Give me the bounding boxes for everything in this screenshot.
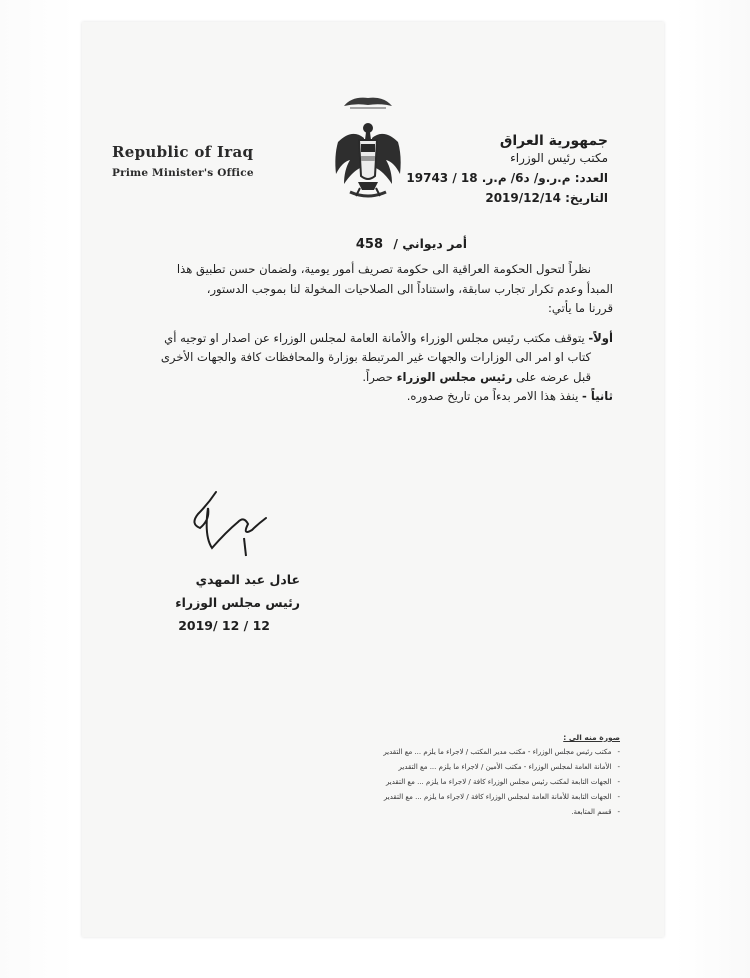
list-item: -الأمانة العامة لمجلس الوزراء - مكتب الأمين / لاجراء ما يلزم ... مع التقدير [398, 763, 620, 771]
preamble-line-1: نظراً لتحول الحكومة العراقية الى حكومة تصريف أمور يومية، ولضمان حسن تطبيق هذا [176, 262, 591, 276]
clause-1-line-3 [133, 368, 613, 388]
copies-list [320, 730, 620, 820]
list-item: -مكتب رئيس مجلس الوزراء - مكتب مدير المكتب / لاجراء ما يلزم ... مع التقدير [383, 748, 620, 756]
order-title-label: أمر ديواني / [393, 236, 467, 251]
clause-1-label: أولاً- [588, 330, 613, 345]
clause-1-line-3-prefix: قبل عرضه على [516, 369, 591, 384]
clause-1-text: يتوقف مكتب رئيس مجلس الوزراء والأمانة العامة لمجلس الوزراء عن اصدار او توجيه أي [164, 330, 585, 345]
reference-label: العدد: [574, 171, 608, 185]
copies-heading: صورة منه الى : [563, 733, 620, 742]
resolution-intro: قررنا ما يأتي: [548, 301, 613, 315]
reference-number [408, 171, 608, 185]
arabic-letterhead [408, 133, 608, 205]
document-date [408, 191, 608, 205]
order-number: 458 [355, 237, 383, 252]
clause-1-line-3-suffix: حصراً. [362, 369, 393, 384]
date-value: 2019/12/14 [485, 191, 561, 205]
date-label: التاريخ: [565, 191, 608, 205]
reference-value: م.ر.و/ د6/ م.ر. 18 / 19743 [406, 171, 571, 185]
letterhead-office-ar: مكتب رئيس الوزراء [510, 151, 608, 165]
letterhead-office-en: Prime Minister's Office [112, 167, 254, 179]
signatory-name: عادل عبد المهدي [195, 572, 300, 587]
preamble-line-2: المبدأ وعدم تكرار تجارب سابقة، واستناداً الى الصلاحيات المخولة لنا بموجب الدستور، [206, 281, 613, 296]
letterhead-country-ar: جمهورية العراق [499, 133, 608, 149]
list-item: -قسم المتابعة. [571, 808, 620, 816]
clause-2 [133, 387, 613, 407]
english-letterhead [112, 143, 254, 179]
signatory-date: 2019/ 12 / 12 [178, 618, 270, 633]
signatory-block [150, 572, 300, 633]
clause-1-line-1 [133, 329, 613, 349]
clause-1-line-3-bold: رئيس مجلس الوزراء [396, 369, 513, 384]
handwritten-signature [186, 484, 272, 558]
iraq-eagle-emblem-icon [330, 92, 406, 210]
order-body [133, 260, 613, 407]
clause-1-line-2: كتاب او امر الى الوزارات والجهات غير المرتبطة بوزارة والمحافظات كافة والجهات الأخرى [160, 350, 591, 364]
letterhead-country-en: Republic of Iraq [112, 143, 254, 161]
clause-2-text: ينفذ هذا الامر بدءاً من تاريخ صدوره. [406, 389, 579, 403]
list-item: -الجهات التابعة للأمانة العامة لمجلس الوزراء كافة / لاجراء ما يلزم ... مع التقدير [383, 793, 620, 801]
clause-2-label: ثانياً - [582, 389, 613, 403]
signatory-role: رئيس مجلس الوزراء [175, 595, 300, 610]
order-title [356, 236, 467, 252]
list-item: -الجهات التابعة لمكتب رئيس مجلس الوزراء كافة / لاجراء ما يلزم ... مع التقدير [385, 778, 620, 786]
